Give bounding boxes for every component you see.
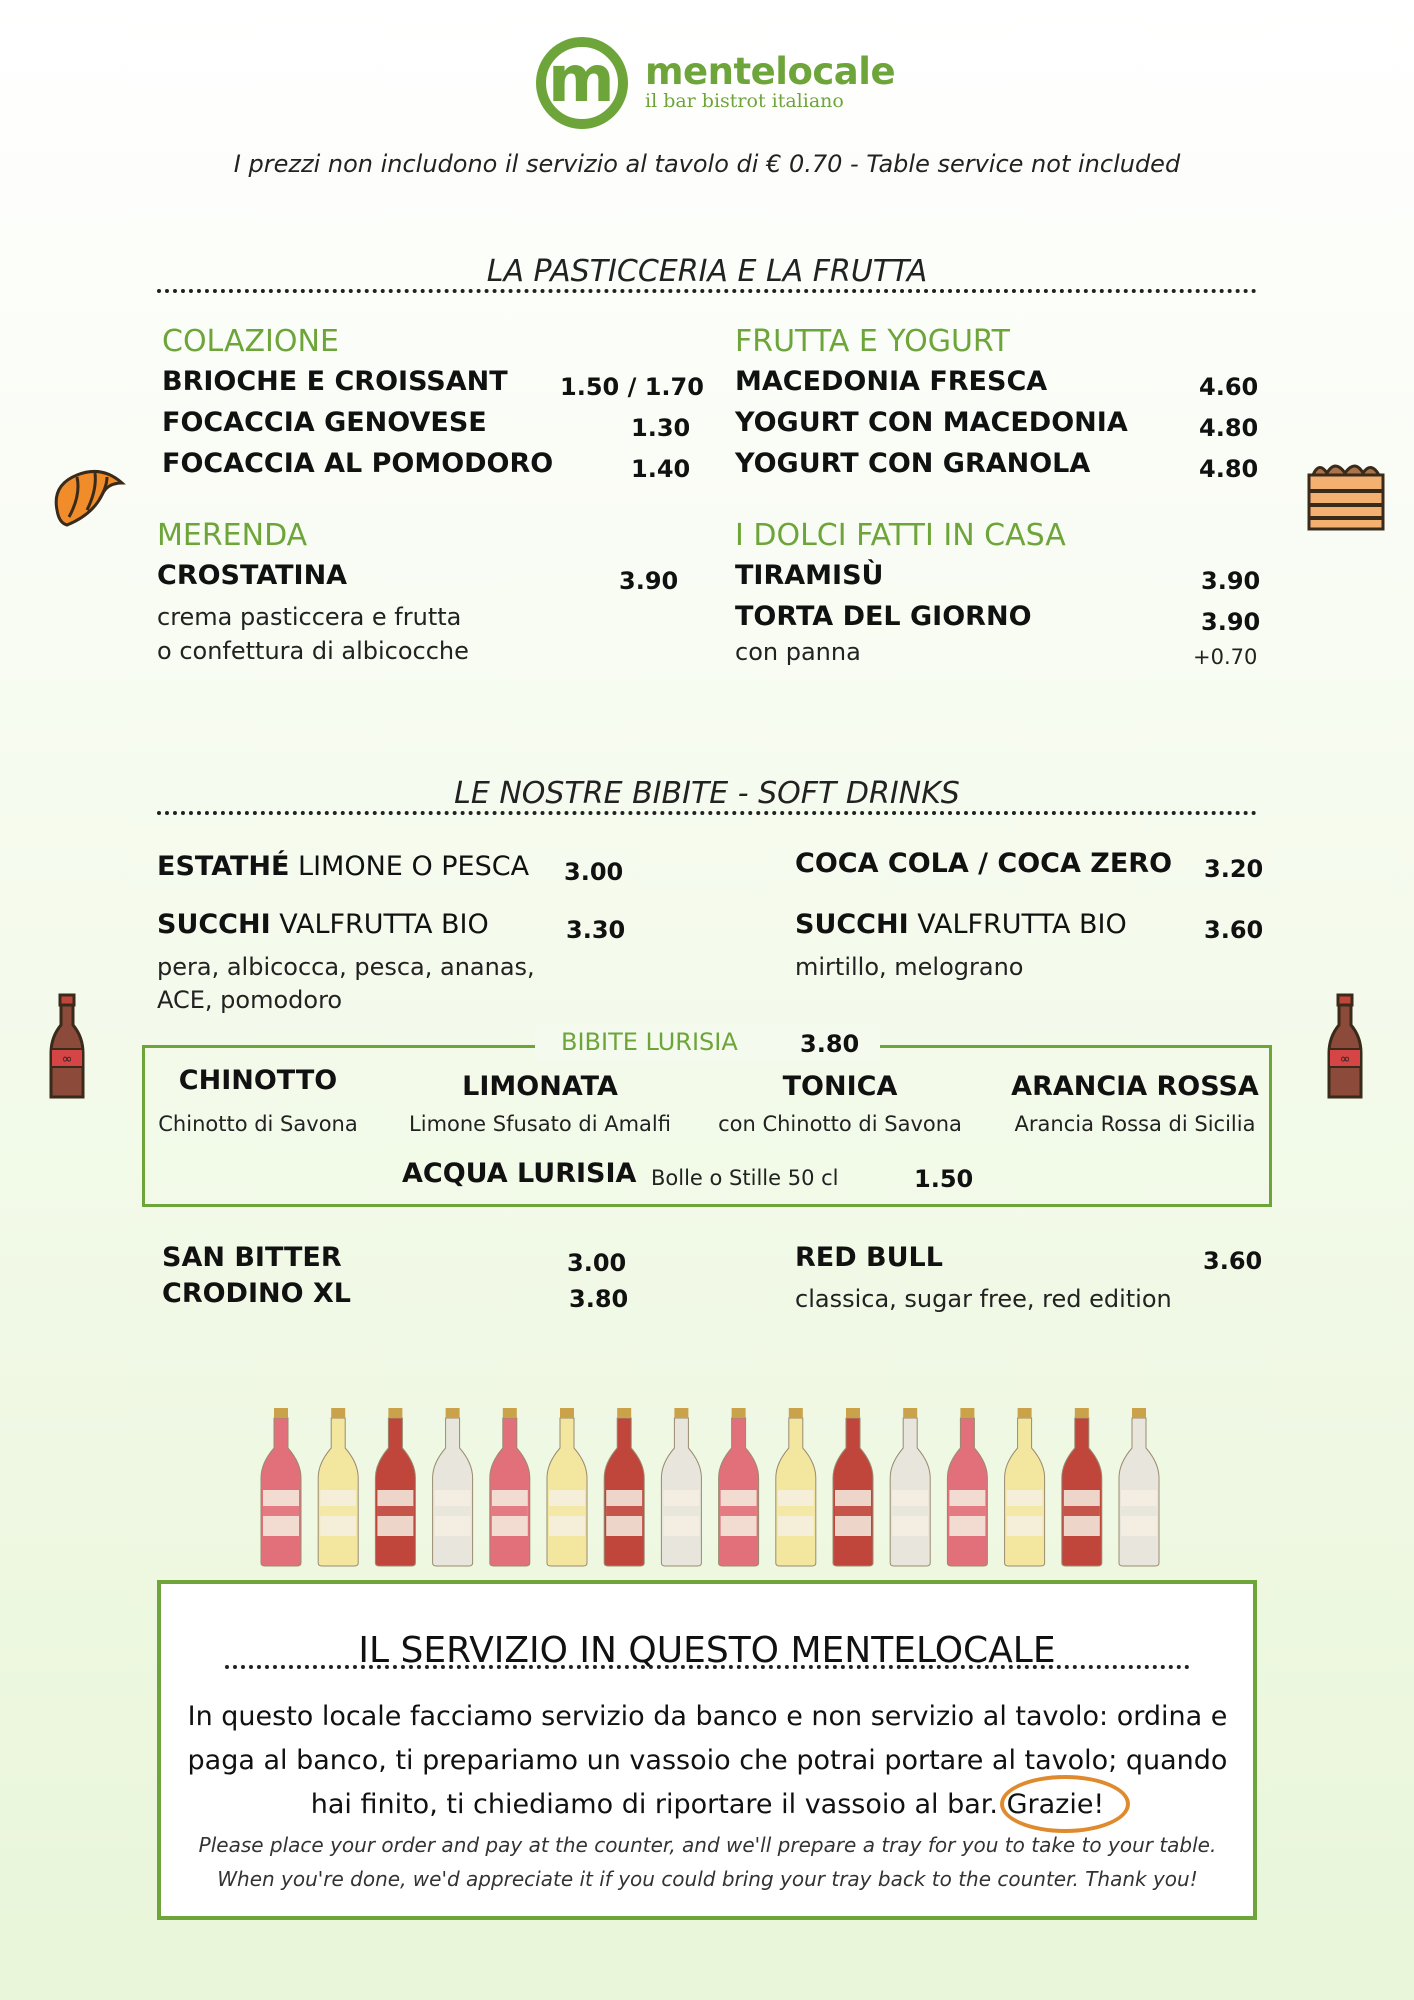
lurisia-bottles-image [255,1408,1165,1568]
lurisia-bottle [661,1408,701,1566]
menu-item-name: MACEDONIA FRESCA [735,366,1048,397]
lurisia-bottle [375,1408,415,1566]
lurisia-label: BIBITE LURISIA [561,1028,738,1056]
svg-text:∞: ∞ [1339,1052,1351,1067]
lurisia-item-desc: Limone Sfusato di Amalfi [409,1112,671,1136]
category-dolci: I DOLCI FATTI IN CASA [735,518,1066,553]
bread-crate-icon [1305,455,1387,535]
menu-item-price: 3.80 [569,1285,629,1313]
service-text-line: In questo locale facciamo servizio da banco e non servizio al tavolo: ordina e [187,1701,1228,1732]
menu-item-price: 1.30 [631,414,691,442]
menu-item-name: FOCACCIA GENOVESE [162,407,487,438]
service-title: IL SERVIZIO IN QUESTO MENTELOCALE [358,1630,1056,1671]
lurisia-price: 3.80 [800,1030,860,1058]
drink-red-bull: RED BULL [795,1242,943,1273]
section-divider [157,289,1257,293]
menu-item-price: 3.00 [567,1249,627,1277]
drink-succhi-1: SUCCHI VALFRUTTA BIO [157,909,489,940]
brand-tagline: il bar bistrot italiano [645,90,844,112]
category-merenda: MERENDA [157,518,308,553]
lurisia-acqua-price: 1.50 [914,1165,974,1193]
section-divider [157,811,1257,815]
lurisia-item-desc: Chinotto di Savona [158,1112,358,1136]
soda-bottle-icon [47,993,87,1101]
lurisia-bottle [604,1408,644,1566]
croissant-icon [47,455,127,535]
menu-item-extra-price: +0.70 [1193,645,1258,669]
lurisia-bottle [1119,1408,1159,1566]
drink-san-bitter: SAN BITTER [162,1242,342,1273]
svg-text:∞: ∞ [61,1052,73,1067]
menu-item-price: 3.90 [619,567,679,595]
menu-item-price: 3.60 [1204,916,1264,944]
drink-crodino: CRODINO XL [162,1278,351,1309]
lurisia-item-name: CHINOTTO [178,1065,338,1096]
lurisia-item-desc: con Chinotto di Savona [718,1112,962,1136]
menu-item-price: 3.60 [1203,1247,1263,1275]
lurisia-bottle [318,1408,358,1566]
service-text-en [165,1828,1250,1896]
menu-item-price: 1.40 [631,455,691,483]
lurisia-bottle [547,1408,587,1566]
menu-item-price: 3.90 [1201,608,1261,636]
service-text-line: hai finito, ti chiediamo di riportare il vassoio al bar. Grazie! [310,1789,1105,1820]
lurisia-item-name: ARANCIA ROSSA [1011,1071,1259,1102]
menu-item-price: 4.80 [1199,414,1259,442]
lurisia-item-name: LIMONATA [462,1071,618,1102]
lurisia-bottle [261,1408,301,1566]
menu-item-name: CROSTATINA [157,560,348,591]
drink-succhi-2: SUCCHI VALFRUTTA BIO [795,909,1127,940]
menu-item-desc: ACE, pomodoro [157,986,343,1014]
menu-item-desc: o confettura di albicocche [157,637,469,665]
lurisia-bottle [1005,1408,1045,1566]
lurisia-bottle [833,1408,873,1566]
lurisia-bottle [1062,1408,1102,1566]
drink-estathe: ESTATHÉ LIMONE O PESCA [157,851,530,882]
lurisia-bottle [490,1408,530,1566]
menu-item-price: 4.60 [1199,373,1259,401]
brand-name: mentelocale [645,50,896,93]
service-divider [225,1665,1190,1669]
menu-item-desc: mirtillo, melograno [795,953,1024,981]
menu-item-price: 3.20 [1204,855,1264,883]
menu-item-name: BRIOCHE E CROISSANT [162,366,508,397]
menu-item-desc: classica, sugar free, red edition [795,1285,1172,1313]
lurisia-acqua-desc: Bolle o Stille 50 cl [651,1166,839,1190]
menu-item-price: 3.90 [1201,567,1261,595]
lurisia-bottle [947,1408,987,1566]
menu-item-desc: crema pasticcera e frutta [157,603,462,631]
service-notice: I prezzi non includono il servizio al tavolo di € 0.70 - Table service not included [233,150,1181,178]
lurisia-bottle [719,1408,759,1566]
lurisia-bottle [890,1408,930,1566]
menu-item-price: 3.00 [564,858,624,886]
menu-item-name: FOCACCIA AL POMODORO [162,448,554,479]
menu-item-name: TORTA DEL GIORNO [735,601,1032,632]
menu-item-desc: pera, albicocca, pesca, ananas, [157,953,535,981]
menu-item-price: 1.50 / 1.70 [560,373,704,401]
lurisia-acqua-name: ACQUA LURISIA [402,1158,637,1189]
lurisia-bottle [433,1408,473,1566]
section-title-drinks: LE NOSTRE BIBITE - SOFT DRINKS [454,776,960,811]
service-text-line: When you're done, we'd appreciate it if you could bring your tray back to the counter. Thank you! [217,1867,1198,1891]
category-colazione: COLAZIONE [162,324,339,359]
lurisia-item-name: TONICA [782,1071,898,1102]
menu-item-name: TIRAMISÙ [735,560,884,591]
menu-item-price: 3.30 [566,916,626,944]
grazie-highlight-circle [1000,1775,1130,1833]
category-frutta-yogurt: FRUTTA E YOGURT [735,324,1010,359]
lurisia-item-desc: Arancia Rossa di Sicilia [1014,1112,1256,1136]
soda-bottle-icon [1325,993,1365,1101]
section-title-pastry: LA PASTICCERIA E LA FRUTTA [486,254,928,289]
lurisia-bottle [776,1408,816,1566]
logo-letter: m [548,43,615,117]
menu-item-name: YOGURT CON GRANOLA [735,448,1091,479]
bottles-svg [255,1408,1165,1568]
menu-item-price: 4.80 [1199,455,1259,483]
menu-item-name: YOGURT CON MACEDONIA [735,407,1128,438]
drink-coca-cola: COCA COLA / COCA ZERO [795,848,1173,879]
service-text-line: Please place your order and pay at the counter, and we'll prepare a tray for you to take to your table. [198,1833,1217,1857]
menu-item-desc: con panna [735,638,861,666]
service-text-line: paga al banco, ti prepariamo un vassoio che potrai portare al tavolo; quando [187,1745,1228,1776]
